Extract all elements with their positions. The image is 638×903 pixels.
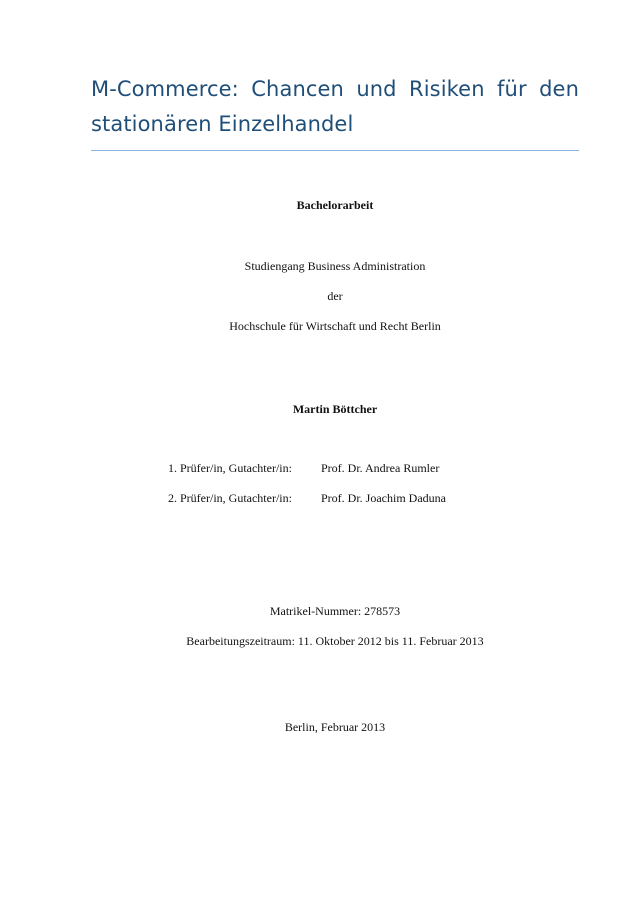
institution-name: Hochschule für Wirtschaft und Recht Berlin bbox=[229, 319, 441, 333]
document-type: Bachelorarbeit bbox=[296, 198, 374, 212]
title-underline-rule bbox=[91, 150, 579, 151]
examiner-2-name: Prof. Dr. Joachim Daduna bbox=[321, 491, 446, 505]
connector-text: der bbox=[327, 289, 343, 303]
author-name: Martin Böttcher bbox=[292, 402, 378, 416]
program-line: Studiengang Business Administration bbox=[244, 259, 426, 273]
thesis-title: M-Commerce: Chancen und Risiken für den stationären Einzelhandel bbox=[91, 77, 579, 136]
examiner-2-role: 2. Prüfer/in, Gutachter/in: bbox=[168, 491, 292, 505]
place-and-date: Berlin, Februar 2013 bbox=[284, 720, 386, 734]
examiner-1-name: Prof. Dr. Andrea Rumler bbox=[321, 461, 440, 475]
examiner-1-role: 1. Prüfer/in, Gutachter/in: bbox=[168, 461, 292, 475]
examiner-2 bbox=[168, 491, 446, 506]
matriculation-number: Matrikel-Nummer: 278573 bbox=[269, 604, 401, 618]
processing-period: Bearbeitungszeitraum: 11. Oktober 2012 bis 11. Februar 2013 bbox=[186, 634, 484, 648]
examiner-1 bbox=[168, 461, 439, 476]
